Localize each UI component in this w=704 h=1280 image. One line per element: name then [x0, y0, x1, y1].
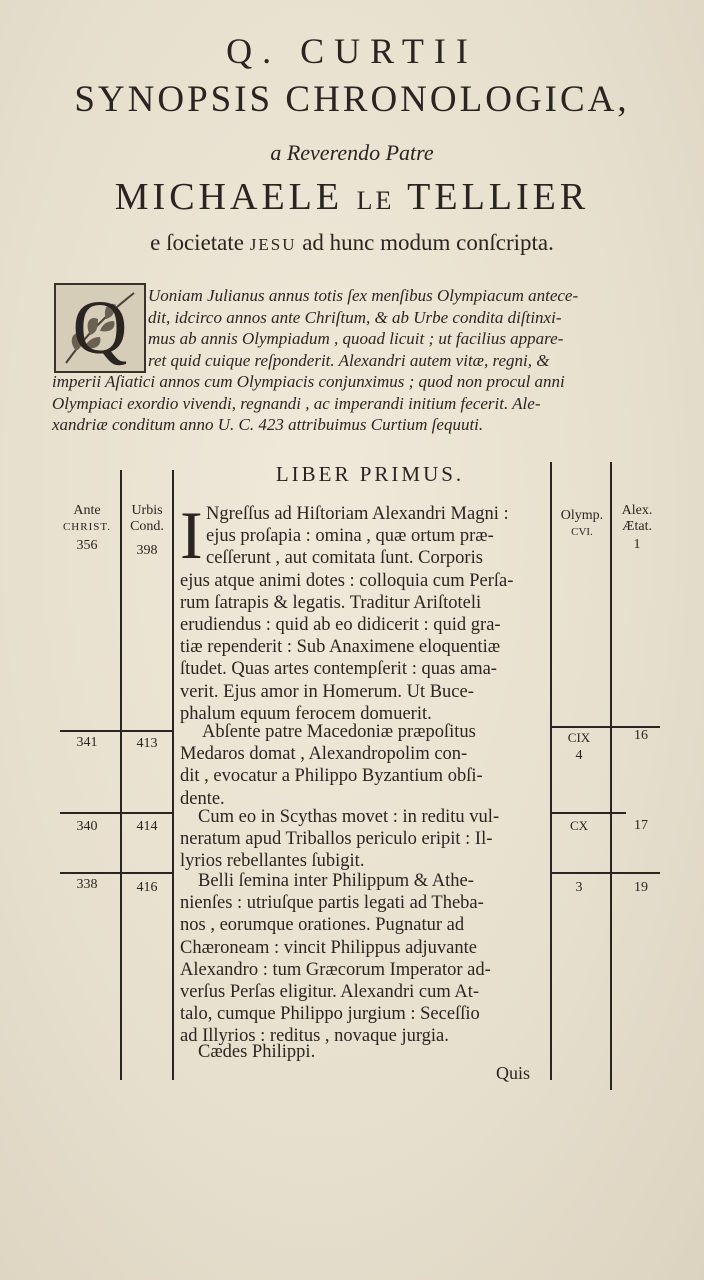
text-line: ſtudet. Quas artes contempſerit : quas ama-: [180, 659, 497, 680]
col-header-olymp: [552, 508, 612, 540]
olymp-year-value: 4: [575, 748, 583, 763]
col-header-alex-line2: Ætat.: [622, 519, 652, 534]
section-title: LIBER PRIMUS.: [275, 462, 465, 486]
text-line: Belli ſemina inter Philippum & Athe-: [198, 871, 474, 891]
alex-value: 1: [633, 537, 641, 552]
text-line: Abſente patre Macedoniæ præpoſitus: [202, 722, 476, 742]
alex-value: 19: [634, 880, 648, 895]
intro-line: mus ab annis Olympiadum , quoad licuit ; ut facilius appare-: [148, 329, 564, 348]
initial-letter: Q: [72, 286, 128, 370]
text-line: nos , eorumque orationes. Pugnatur ad: [180, 915, 465, 936]
row-rule: [60, 872, 172, 874]
header-title: SYNOPSIS CHRONOLOGICA,: [74, 79, 630, 120]
text-line: Medaros domat , Alexandropolim con-: [180, 744, 468, 765]
text-line: ejus proſapia : omina , quæ ortum præ-: [206, 526, 494, 547]
ante-value: 338: [76, 877, 98, 892]
intro-line: ret quid cuique reſponderit. Alexandri autem vitæ, regni, &: [148, 350, 550, 370]
col-header-olymp-line1: Olymp.: [560, 508, 604, 523]
alex-value: 17: [634, 818, 648, 833]
header-name-first: MICHAELE: [114, 176, 357, 218]
header-name-last: TELLIER: [394, 176, 590, 218]
header-society-c: ad hunc modum conſcripta.: [296, 230, 554, 255]
col-header-urbis-line2: Cond.: [130, 519, 164, 534]
olymp-value: 3: [575, 880, 583, 895]
ante-value: 356: [76, 538, 98, 553]
urbis-value: 398: [136, 543, 158, 558]
text-line: dente.: [180, 788, 225, 809]
text-line: Alexandro : tum Græcorum Imperator ad-: [180, 959, 491, 980]
olymp-value: CIX: [567, 730, 591, 745]
col-header-urbis-line1: Urbis: [131, 503, 163, 518]
olymp-value: CX: [569, 818, 589, 833]
col-header-ante-line2: CHRIST.: [62, 521, 112, 533]
column-rule: [610, 462, 612, 1090]
text-line: erudiendus : quid ab eo didicerit : quid gra-: [180, 615, 501, 636]
paragraph-2: [180, 721, 546, 810]
text-line: nienſes : utriuſque partis legati ad Theba-: [180, 893, 484, 914]
intro-line: Uoniam Julianus annus totis ſex menſibus Olympiacum antece-: [148, 286, 579, 305]
header-society: [0, 230, 704, 256]
text-line: dit , evocatur a Philippo Byzantium obſi-: [180, 766, 483, 787]
catchword: Quis: [496, 1063, 531, 1083]
text-line: Ngreſſus ad Hiſtoriam Alexandri Magni :: [206, 504, 509, 524]
text-line: talo, cumque Philippo jurgium : Seceſſio: [180, 1004, 480, 1025]
ante-value: 341: [76, 735, 98, 750]
paragraph-1: [180, 497, 546, 725]
col-header-ante-line1: Ante: [73, 503, 101, 518]
intro-line: imperii Aſiatici annos cum Olympiacis conjunximus ; quod non procul anni: [52, 372, 565, 391]
row-rule: [60, 812, 172, 814]
header-society-b: JESU: [249, 235, 297, 254]
text-line: tiæ rependerit : Sub Anaximene eloquentiæ: [180, 637, 501, 658]
row-rule: [550, 872, 660, 874]
urbis-value: 416: [136, 880, 158, 895]
text-line: ceſſerunt , aut comitata ſunt. Corporis: [206, 548, 483, 569]
text-line: Chæroneam : vincit Philippus adjuvante: [180, 937, 477, 958]
column-rule: [120, 470, 122, 1080]
intro-paragraph: [52, 285, 672, 436]
header-name: [0, 175, 704, 219]
text-line: rum ſatrapis & legatis. Traditur Ariſtoteli: [180, 592, 482, 613]
col-header-olymp-line2: CVI.: [571, 526, 593, 538]
text-line: neratum apud Triballos periculo eripit : Il-: [180, 829, 493, 850]
header-name-particle: LE: [356, 186, 395, 215]
drop-initial: I: [180, 497, 203, 573]
row-rule: [550, 812, 626, 814]
intro-line: Olympiaci exordio vivendi, regnandi , ac imperandi initium fecerit. Ale-: [52, 393, 541, 413]
text-line: phalum equum ferocem domuerit.: [180, 703, 432, 724]
col-header-urbis: [124, 503, 170, 535]
header-society-a: e ſocietate: [150, 230, 250, 255]
header-author: Q. CURTII: [226, 31, 478, 71]
urbis-value: 413: [136, 736, 158, 751]
paragraph-5: [180, 1041, 546, 1063]
text-line: Cædes Philippi.: [198, 1042, 316, 1062]
text-line: Cum eo in Scythas movet : in reditu vul-: [198, 807, 500, 827]
text-line: verit. Ejus amor in Homerum. Ut Buce-: [180, 681, 474, 702]
col-header-alex: [612, 503, 662, 535]
col-header-ante: [56, 503, 118, 535]
paragraph-3: [180, 806, 546, 873]
intro-line: dit, idcirco annos ante Chriſtum, & ab Urbe condita diſtinxi-: [148, 307, 562, 327]
alex-value: 16: [634, 728, 648, 743]
row-rule: [60, 730, 172, 732]
text-line: verſus Perſas eligitur. Alexandri cum At-: [180, 982, 480, 1003]
column-rule: [172, 470, 174, 1080]
intro-line: xandriæ conditum anno U. C. 423 attribuimus Curtium ſequuti.: [52, 415, 484, 434]
ante-value: 340: [76, 819, 98, 834]
text-line: ejus atque animi dotes : colloquia cum Perſa-: [180, 570, 514, 591]
text-line: ad Illyrios : reditus , novaque jurgia.: [180, 1026, 449, 1047]
column-rule: [550, 462, 552, 1080]
header-attribution: a Reverendo Patre: [270, 140, 434, 165]
col-header-alex-line1: Alex.: [621, 503, 653, 518]
urbis-value: 414: [136, 819, 158, 834]
text-line: lyrios rebellantes ſubigit.: [180, 851, 365, 872]
paragraph-4: [180, 870, 546, 1048]
